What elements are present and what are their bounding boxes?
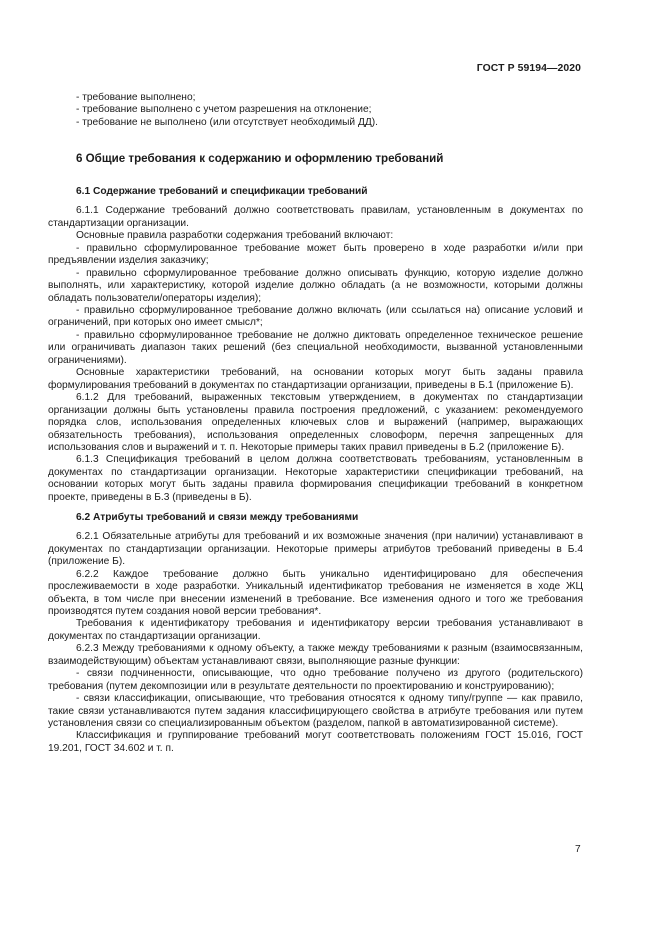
paragraph-6-2-2-identifier: Требования к идентификатору требования и идентификатору версии требования устанавливают в документах по стандартизации организации.: [48, 618, 583, 642]
intro-list-item-1: - требование выполнено;: [76, 92, 196, 103]
paragraph-6-1-2: 6.1.2 Для требований, выраженных текстовым утверждением, в документах по стандартизации организации должны быть установлены правила построения предложений, с указанием: рекомендуемого порядка слов, использования определенных ключевых слов и выражений (например, выражающих обязательность требования), использования определенных словоформ, перечня запрещенных для использования слов и выражений и т. п. Некоторые примеры таких правил приведены в Б.2 (приложение Б).: [48, 392, 583, 453]
paragraph-6-1-1-rules: Основные правила разработки содержания требований включают:: [76, 230, 394, 242]
rule-item-2: - правильно сформулированное требование должно описывать функцию, которую изделие должно выполнять, или характеристику, которой изделие должно обладать (а не возможности, которыми должны обладать пользователи/операторы изделия);: [48, 267, 583, 304]
link-item-2: - связи классификации, описывающие, что требования относятся к одному типу/группе — как правило, такие связи устанавливаются путем задания классифицирующего свойства в атрибуте требования или путем установления связи со специализированным объектом (разделом, папкой в автоматизированной системе).: [48, 693, 583, 730]
rule-item-1: - правильно сформулированное требование может быть проверено в ходе разработки и/или при предъявлении изделия заказчику;: [48, 242, 583, 267]
paragraph-6-1-3: 6.1.3 Спецификация требований в целом должна соответствовать требованиям, установленным в документах по стандартизации организации. Некоторые характеристики спецификации требований, на основании которых могут быть заданы правила формирования спецификации требований в конкретном проекте, приведены в Б.3 (приведены в Б).: [48, 454, 583, 503]
rule-item-4: - правильно сформулированное требование не должно диктовать определенное техническое решение или ограничивать диапазон таких решений (без специальной необходимости, вызванной установленными ограничениями).: [48, 329, 583, 366]
paragraph-6-1-1: 6.1.1 Содержание требований должно соответствовать правилам, установленным в документах по стандартизации организации.: [48, 205, 583, 229]
section-6-1-title: 6.1 Содержание требований и спецификации требований: [76, 186, 368, 198]
link-item-1: - связи подчиненности, описывающие, что одно требование получено из другого (родительского) требования (путем декомпозиции или в результате деятельности по проектированию и конструированию);: [48, 668, 583, 692]
section-6-title: 6 Общие требования к содержанию и оформлению требований: [76, 152, 444, 166]
paragraph-6-2-2: 6.2.2 Каждое требование должно быть уникально идентифицировано для обеспечения прослеживаемости в ходе разработки. Уникальный идентификатор требования не изменяется в ходе ЖЦ объекта, в том числе при внесении изменений в требование. Все изменения одного и того же требования производятся путем создания новой версии требования*.: [48, 568, 583, 617]
paragraph-6-2-3: 6.2.3 Между требованиями к одному объекту, а также между требованиями к разным (взаимосвязанным, взаимодействующим) объектам устанавливают связи, выполняющие разные функции:: [48, 643, 583, 667]
page-body: [48, 92, 583, 755]
intro-list-item-3: - требование не выполнено (или отсутствует необходимый ДД).: [76, 116, 378, 128]
page-number: 7: [575, 844, 581, 855]
paragraph-6-2-3-classification: Классификация и группирование требований могут соответствовать положениям ГОСТ 15.016, ГОСТ 19.201, ГОСТ 34.602 и т. п.: [48, 730, 583, 754]
intro-list-item-2: - требование выполнено с учетом разрешения на отклонение;: [76, 104, 372, 116]
section-6-2-title: 6.2 Атрибуты требований и связи между требованиями: [76, 512, 359, 524]
standard-header: ГОСТ Р 59194—2020: [476, 63, 581, 74]
rule-item-3: - правильно сформулированное требование должно включать (или ссылаться на) описание условий и ограничений, при которых оно имеет смысл*;: [48, 304, 583, 329]
paragraph-6-2-1: 6.2.1 Обязательные атрибуты для требований и их возможные значения (при наличии) устанавливают в документах по стандартизации организации. Некоторые примеры атрибутов требований приведены в Б.4 (приложение Б).: [48, 531, 583, 568]
paragraph-6-1-1-characteristics: Основные характеристики требований, на основании которых могут быть заданы правила формулирования требований в документах по стандартизации организации, приведены в Б.1 (приложение Б).: [48, 367, 583, 391]
